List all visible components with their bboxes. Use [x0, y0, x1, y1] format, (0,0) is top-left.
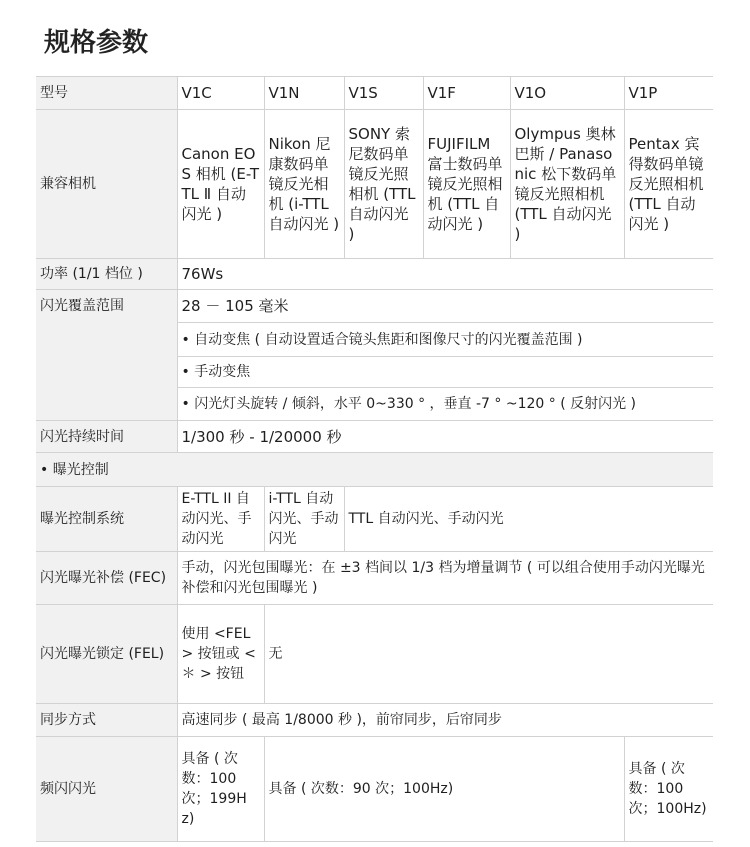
compat-cell: FUJIFILM 富士数码单镜反光照相机 (TTL 自动闪光 ): [423, 110, 510, 259]
strobe-pentax: 具备 ( 次数：100 次；100Hz): [624, 737, 713, 842]
row-label-fec: 闪光曝光补偿 (FEC): [36, 552, 177, 605]
table-row: [36, 552, 713, 605]
coverage-auto-zoom: • 自动变焦 ( 自动设置适合镜头焦距和图像尺寸的闪光覆盖范围 ): [177, 323, 713, 357]
model-cell: V1P: [624, 77, 713, 110]
table-row: [36, 487, 713, 552]
coverage-rotate: • 闪光灯头旋转 / 倾斜，水平 0~330 ° ，垂直 -7 ° ~120 ° ( 反射闪光 ): [177, 388, 713, 421]
sync-value: 高速同步 ( 最高 1/8000 秒 )，前帘同步，后帘同步: [177, 704, 713, 737]
model-cell: V1S: [344, 77, 423, 110]
table-row: [36, 704, 713, 737]
strobe-middle: 具备 ( 次数：90 次；100Hz): [264, 737, 624, 842]
compat-cell: Canon EOS 相机 (E-TTL Ⅱ 自动闪光 ): [177, 110, 264, 259]
row-label-exposure-system: 曝光控制系统: [36, 487, 177, 552]
spec-table: [36, 76, 713, 842]
model-cell: V1O: [510, 77, 624, 110]
table-row: [36, 453, 713, 487]
model-cell: V1N: [264, 77, 344, 110]
exposure-system-canon: E-TTL II 自动闪光、手动闪光: [177, 487, 264, 552]
strobe-canon: 具备 ( 次数：100 次；199Hz): [177, 737, 264, 842]
compat-cell: Olympus 奥林巴斯 / Panasonic 松下数码单镜反光照相机 (TTL 自动闪光 ): [510, 110, 624, 259]
compat-cell: SONY 索尼数码单镜反光照相机 (TTL 自动闪光 ): [344, 110, 423, 259]
table-row: [36, 737, 713, 842]
table-row: [36, 605, 713, 704]
table-row: [36, 421, 713, 453]
model-cell: V1F: [423, 77, 510, 110]
row-label-sync: 同步方式: [36, 704, 177, 737]
exposure-system-nikon: i-TTL 自动闪光、手动闪光: [264, 487, 344, 552]
fel-others: 无: [264, 605, 713, 704]
row-label-model: 型号: [36, 77, 177, 110]
compat-cell: Nikon 尼康数码单镜反光相机 (i-TTL 自动闪光 ): [264, 110, 344, 259]
coverage-range: 28 － 105 毫米: [177, 290, 713, 323]
row-label-power: 功率 (1/1 档位 ): [36, 259, 177, 290]
model-cell: V1C: [177, 77, 264, 110]
fel-canon: 使用 <FEL> 按钮或 < ＊ > 按钮: [177, 605, 264, 704]
row-label-duration: 闪光持续时间: [36, 421, 177, 453]
duration-value: 1/300 秒 - 1/20000 秒: [177, 421, 713, 453]
row-label-compat: 兼容相机: [36, 110, 177, 259]
fec-value: 手动，闪光包围曝光：在 ±3 档间以 1/3 档为增量调节 ( 可以组合使用手动闪光曝光补偿和闪光包围曝光 ): [177, 552, 713, 605]
exposure-system-others: TTL 自动闪光、手动闪光: [344, 487, 713, 552]
row-label-strobe: 频闪闪光: [36, 737, 177, 842]
row-label-fel: 闪光曝光锁定 (FEL): [36, 605, 177, 704]
table-row: [36, 77, 713, 110]
coverage-manual-zoom: • 手动变焦: [177, 357, 713, 388]
power-value: 76Ws: [177, 259, 713, 290]
table-row: [36, 259, 713, 290]
table-row: [36, 290, 713, 323]
row-label-coverage: 闪光覆盖范围: [36, 290, 177, 421]
table-row: [36, 110, 713, 259]
compat-cell: Pentax 宾得数码单镜反光照相机 (TTL 自动闪光 ): [624, 110, 713, 259]
section-exposure-control: • 曝光控制: [36, 453, 713, 487]
page-title: 规格参数: [44, 28, 149, 58]
